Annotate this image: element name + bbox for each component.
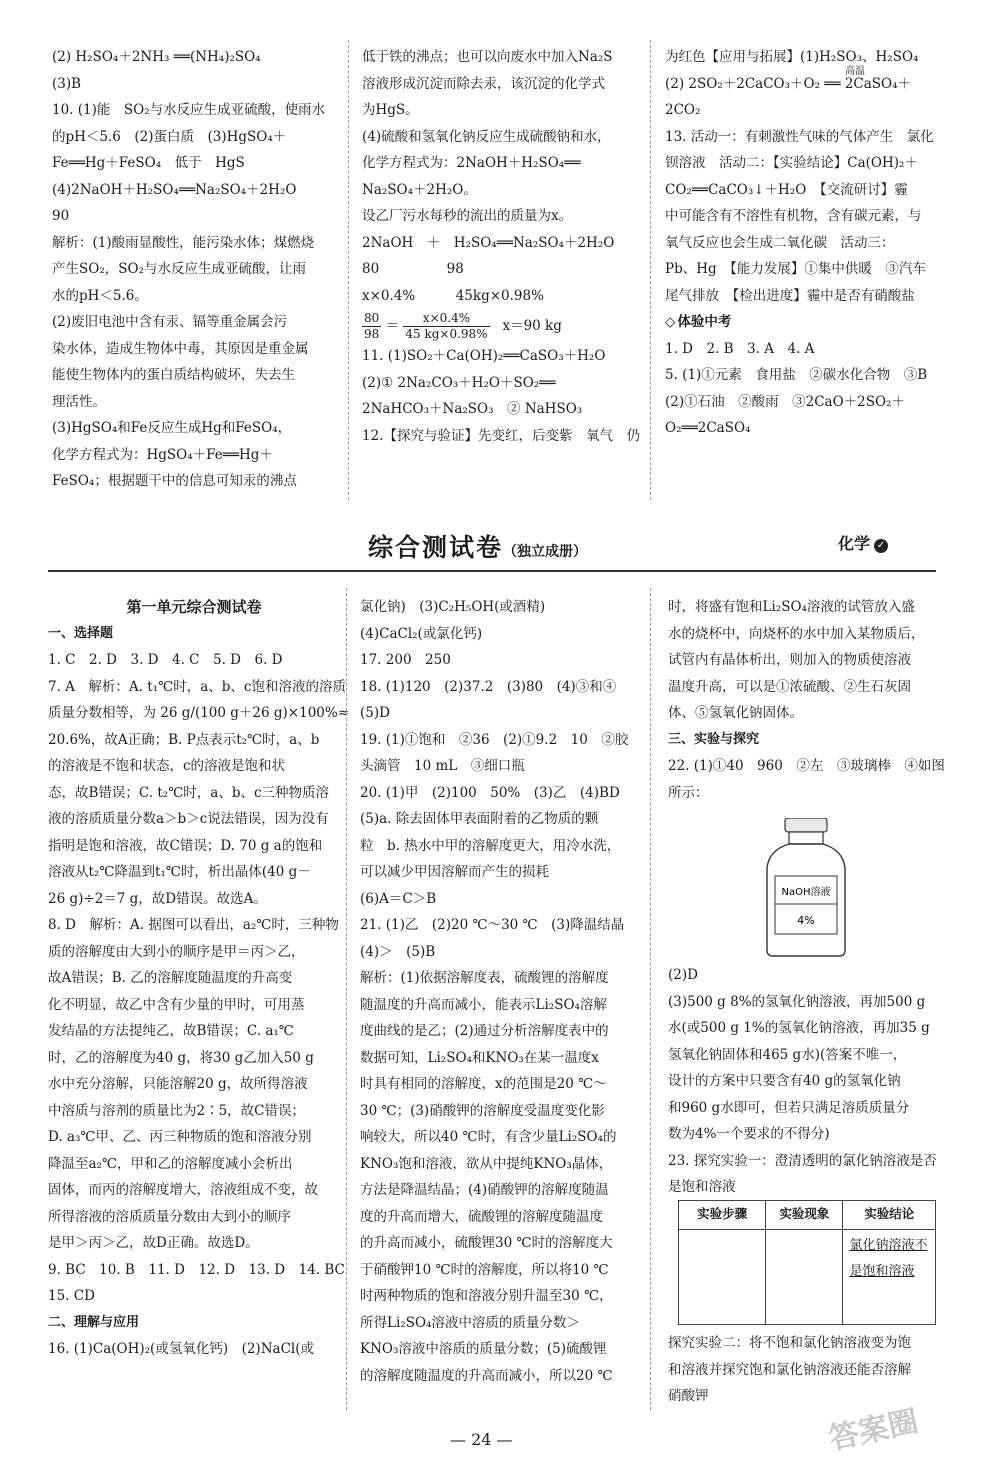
text-line: 17. 200 250 <box>360 652 451 668</box>
text-line: 头滴管 10 mL ③细口瓶 <box>360 758 525 774</box>
ratio-equation: $\frac{80}{98}$ ＝ $\frac{x\times 0.4\%}{45 kg\times 0.98\%}$ x＝90 kg <box>364 311 562 341</box>
fraction: $\frac{x\times 0.4\%}{45 kg\times 0.98\%}$ <box>405 311 488 341</box>
text-line: 的溶液是不饱和状态，c的溶液是饱和状 <box>48 758 286 774</box>
text-line: 溶液形成沉淀而除去汞，该沉淀的化学式 <box>362 75 605 92</box>
text-line: 降温至a₂℃，甲和乙的溶解度减小会析出 <box>48 1155 293 1172</box>
text-line: 化学方程式为：HgSO₄＋Fe══Hg＋ <box>52 446 273 463</box>
text-line: 和溶液并探究饱和氯化钠溶液还能否溶解 <box>668 1361 911 1378</box>
text-line: 试管内有晶体析出，则加入的物质使溶液 <box>668 652 911 668</box>
text-line: Na₂SO₄＋2H₂O。 <box>362 181 477 198</box>
text-line: 设计的方案中只要含有40 g的氢氧化钠 <box>668 1073 901 1089</box>
text-line: 20. (1)甲 (2)100 50% (3)乙 (4)BD <box>360 784 620 801</box>
text-line: 90 <box>52 208 70 224</box>
text-line: 能使生物体内的蛋白质结构破坏，失去生 <box>52 367 295 383</box>
fraction: $\frac{80}{98}$ <box>364 311 380 341</box>
text-line: 26 g)÷2＝7 g，故D错误。故选A。 <box>48 890 267 907</box>
section-heading: 一、选择题 <box>48 625 114 641</box>
text-line: (4)2NaOH＋H₂SO₄══Na₂SO₄＋2H₂O <box>52 181 297 198</box>
text-line: 体、⑤氢氧化钠固体。 <box>668 705 803 721</box>
text-line: KNO₃溶液中溶质的质量分数；(5)硫酸锂 <box>360 1341 607 1357</box>
bottom-column-2 <box>360 594 642 1389</box>
text-line: 氧气反应也会生成二氧化碳 活动三： <box>665 234 895 251</box>
text-line: 为红色【应用与拓展】(1)H₂SO₃、H₂SO₄ <box>665 49 919 65</box>
text-line: 温度升高，可以是①浓硫酸、②生石灰固 <box>668 678 911 695</box>
bottle-percentage: 4% <box>797 914 815 927</box>
text-line: 化不明显，故乙中含有少量的甲时，可用蒸 <box>48 996 305 1013</box>
text-line: 18. (1)120 (2)37.2 (3)80 (4)③和④ <box>360 678 617 695</box>
text-line: x×0.4% 45kg×0.98% <box>362 287 544 304</box>
bottom-column-1 <box>48 594 350 1363</box>
text-line: O₂══2CaSO₄ <box>665 420 751 436</box>
text-line: (6)A＝C＞B <box>360 890 437 907</box>
text-line: 氢氧化钠固体和465 g水)(答案不唯一， <box>668 1046 907 1063</box>
section-heading: 二、理解与应用 <box>48 1314 140 1330</box>
text-line: 2NaHCO₃＋Na₂SO₃ ② NaHSO₃ <box>362 401 583 417</box>
text-line: 19. (1)①饱和 ②36 (2)①9.2 10 ②胶 <box>360 731 629 748</box>
text-line: CO₂══CaCO₃↓＋H₂O 【交流研讨】霾 <box>665 181 908 198</box>
text-line: (4)CaCl₂(或氯化钙) <box>360 625 483 642</box>
text-line: 是甲＞丙＞乙，故D正确。故选D。 <box>48 1235 259 1251</box>
text-line: (2)废旧电池中含有汞、镉等重金属会污 <box>52 314 288 330</box>
column-divider <box>346 588 347 1410</box>
text-line: 低于铁的沸点；也可以向废水中加入Na₂S <box>362 49 613 65</box>
page-subtitle: （独立成册） <box>503 544 588 560</box>
table-header-row <box>679 1201 936 1230</box>
text-line: 1. C 2. D 3. D 4. C 5. D 6. D <box>48 652 283 668</box>
text-line: 中溶质与溶剂的质量比为2∶5，故C错误； <box>48 1102 306 1119</box>
text-line: 发结晶的方法提纯乙，故B错误；C. a₁℃ <box>48 1023 294 1039</box>
text-line: 20.6%，故A正确；B. P点表示t₂℃时，a、b <box>48 731 320 748</box>
table-cell <box>766 1230 843 1325</box>
high-temperature-label: 高温 <box>845 65 865 77</box>
text-line: 7. A 解析：A. t₁℃时，a、b、c饱和溶液的溶质 <box>48 678 346 695</box>
text-line: 液的溶质质量分数a＞b＞c说法错误，因为没有 <box>48 811 329 827</box>
text-line: (5)D <box>360 705 390 721</box>
text-line: 为HgS。 <box>362 102 419 118</box>
text-line: 23. 探究实验一：澄清透明的氯化钠溶液是否 <box>668 1152 937 1169</box>
text-line: 30 ℃；(3)硝酸钾的溶解度受温度变化影 <box>360 1102 605 1119</box>
top-column-1 <box>52 44 340 495</box>
text-line: 解析：(1)依据溶解度表，硫酸锂的溶解度 <box>360 970 609 986</box>
text-line: 态，故B错误；C. t₂℃时，a、b、c三种物质溶 <box>48 784 330 801</box>
text-line: 和960 g水即可，但若只满足溶质质量分 <box>668 1099 910 1116</box>
text-line: 中可能含有不溶性有机物，含有碳元素，与 <box>665 208 922 224</box>
text-line: (2)D <box>668 967 698 983</box>
text-line: (2) H₂SO₄＋2NH₃ ══(NH₄)₂SO₄ <box>52 49 261 65</box>
text-line: 氯化钠) (3)C₂H₅OH(或酒精) <box>360 599 546 615</box>
header-rule <box>48 570 936 572</box>
text-line: (4)硫酸和氢氧化钠反应生成硫酸钠和水， <box>362 128 611 145</box>
text-line: D. a₃℃甲、乙、丙三种物质的饱和溶液分别 <box>48 1129 312 1145</box>
text-line: 22. (1)①40 960 ②左 ③玻璃棒 ④如图 <box>668 758 945 774</box>
text-line: 16. (1)Ca(OH)₂(或氢氧化钙) (2)NaCl(或 <box>48 1341 314 1357</box>
text-line: (4)＞ (5)B <box>360 943 436 960</box>
text-line: 水的pH＜5.6。 <box>52 287 148 304</box>
text-line: 数为4%一个要求的不得分) <box>668 1126 830 1142</box>
text-line: 时具有相同的溶解度，x的范围是20 ℃～ <box>360 1076 607 1092</box>
top-column-3 <box>665 44 945 442</box>
text-line: 12.【探究与验证】先变红，后变紫 氧气 仍 <box>362 427 640 444</box>
exam-section-heading: ◇ 体验中考 <box>665 309 945 336</box>
text-line: 理活性。 <box>52 393 106 410</box>
check-icon: ✓ <box>874 539 888 553</box>
text-line: 数据可知，Li₂SO₄和KNO₃在某一温度x <box>360 1049 599 1066</box>
bottom-column-3 <box>668 594 944 806</box>
text-line: (3)500 g 8%的氢氧化钠溶液，再加500 g <box>668 993 926 1010</box>
text-line: Pb、Hg 【能力发展】①集中供暖 ③汽车 <box>665 261 926 277</box>
reagent-bottle-icon <box>763 818 849 958</box>
experiment-table <box>678 1200 936 1325</box>
text-line: 度曲线的是乙；(2)通过分析溶解度表中的 <box>360 1023 609 1039</box>
text-line: (3)B <box>52 75 82 92</box>
text-line: 的升高而减小，硫酸锂30 ℃时的溶解度大 <box>360 1235 613 1251</box>
text-line: 时两种物质的饱和溶液分别升温至30 ℃， <box>360 1288 613 1304</box>
text-line: 度的升高而增大，硫酸锂的溶解度随温度 <box>360 1208 603 1225</box>
text-line: 2CO₂ <box>665 102 701 118</box>
text-line: 所得Li₂SO₄溶液中溶质的质量分数＞ <box>360 1314 580 1331</box>
text-line: 水的烧杯中，向烧杯的水中加入某物质后， <box>668 625 925 642</box>
text-line: 指明是饱和溶液，故C错误；D. 70 g a的饱和 <box>48 837 323 854</box>
subject-label: 化学 ✓ <box>838 531 888 554</box>
text-line: KNO₃饱和溶液，欲从中提纯KNO₃晶体， <box>360 1155 613 1172</box>
text-line: 粒 b. 热水中甲的溶解度更大，用冷水洗， <box>360 837 621 854</box>
text-line: 响较大，所以40 ℃时，有含少量Li₂SO₄的 <box>360 1129 617 1145</box>
text-line: 所示： <box>668 784 709 801</box>
table-cell: 氯化钠溶液不是饱和溶液 <box>843 1230 936 1325</box>
bottom-column-3-continued <box>668 962 944 1201</box>
text-line: 化学方程式为：2NaOH＋H₂SO₄══ <box>362 155 581 171</box>
text-line: 10. (1)能 SO₂与水反应生成亚硫酸，使雨水 <box>52 102 326 118</box>
table-cell <box>679 1230 766 1325</box>
text-line: 钡溶液 活动二：【实验结论】Ca(OH)₂＋ <box>665 155 918 171</box>
text-line: 于硝酸钾10 ℃时的溶解度，所以将10 ℃ <box>360 1261 609 1278</box>
text-line: 随温度的升高而减小，能表示Li₂SO₄溶解 <box>360 996 607 1013</box>
text-line: 水中充分溶解，只能溶解20 g，故所得溶液 <box>48 1076 308 1092</box>
unit-title: 第一单元综合测试卷 <box>126 598 262 616</box>
watermark-logo: 答案圈 <box>826 1403 922 1457</box>
text-line: 的溶解度随温度的升高而减小，所以20 ℃ <box>360 1367 613 1384</box>
text-line: Fe══Hg＋FeSO₄ 低于 HgS <box>52 155 245 171</box>
text-line: 产生SO₂，SO₂与水反应生成亚硫酸，让雨 <box>52 261 306 277</box>
text-line: 时，乙的溶解度为40 g，将30 g乙加入50 g <box>48 1049 314 1066</box>
text-line: 时，将盛有饱和Li₂SO₄溶液的试管放入盛 <box>668 599 915 615</box>
table-row <box>679 1230 936 1325</box>
text-line: 质量分数相等，为 26 g/(100 g＋26 g)×100%≈ <box>48 705 350 721</box>
column-divider <box>650 40 651 500</box>
text-line: 9. BC 10. B 11. D 12. D 13. D 14. BC <box>48 1261 345 1278</box>
text-line: 设乙厂污水每秒的流出的质量为x。 <box>362 208 573 224</box>
text-line: 解析：(1)酸雨显酸性，能污染水体；煤燃烧 <box>52 234 315 251</box>
text-line: 21. (1)乙 (2)20 ℃～30 ℃ (3)降温结晶 <box>360 917 625 933</box>
text-line: 15. CD <box>48 1288 95 1304</box>
column-divider <box>650 588 651 1410</box>
table-header: 实验现象 <box>766 1201 843 1230</box>
text-line: 是饱和溶液 <box>668 1179 736 1195</box>
page-number: — 24 — <box>450 1430 513 1449</box>
text-line: 13. 活动一：有刺激性气味的气体产生 氯化 <box>665 128 934 145</box>
text-line: (2) 2SO₂＋2CaCO₃＋O₂ ══ 2CaSO₄＋ 高温 <box>665 71 945 98</box>
text-line: 质的溶解度由大到小的顺序是甲＝丙＞乙， <box>48 943 305 960</box>
text-line: 溶液从t₂℃降温到t₁℃时，析出晶体(40 g－ <box>48 864 311 880</box>
text-line: 1. D 2. B 3. A 4. A <box>665 340 815 357</box>
bottle-label: NaOH溶液 <box>781 887 831 898</box>
page-title: 综合测试卷（独立成册） <box>368 533 588 562</box>
text-line: 11. (1)SO₂＋Ca(OH)₂══CaSO₃＋H₂O <box>362 348 606 364</box>
column-divider <box>348 40 349 500</box>
text-line: FeSO₄；根据题干中的信息可知汞的沸点 <box>52 473 297 489</box>
text-line: 可以减少甲因溶解而产生的损耗 <box>360 864 549 880</box>
section-heading: 三、实验与探究 <box>668 731 760 747</box>
text-line: (5)a. 除去固体甲表面附着的乙物质的颗 <box>360 811 599 827</box>
text-line: 8. D 解析：A. 据图可以看出，a₂℃时，三种物 <box>48 917 339 933</box>
text-line: (3)HgSO₄和Fe反应生成Hg和FeSO₄， <box>52 420 292 436</box>
text-line: 5. (1)①元素 食用盐 ②碳水化合物 ③B <box>665 367 928 383</box>
text-line: 尾气排放 【检出进度】霾中是否有硝酸盐 <box>665 287 915 304</box>
text-line: 固体，而丙的溶解度增大，溶液组成不变，故 <box>48 1182 318 1198</box>
text-line: 水(或500 g 1%的氢氧化钠溶液，再加35 g <box>668 1020 930 1036</box>
text-line: 80 98 <box>362 261 464 277</box>
text-line: 探究实验二：将不饱和氯化钠溶液变为饱 <box>668 1335 911 1351</box>
text-line: 2NaOH ＋ H₂SO₄══Na₂SO₄＋2H₂O <box>362 234 615 251</box>
text-line: 所得溶液的溶质质量分数由大到小的顺序 <box>48 1208 291 1225</box>
text-line: (2)①石油 ②酸雨 ③2CaO＋2SO₂＋ <box>665 393 905 410</box>
text-line: 的pH＜5.6 (2)蛋白质 (3)HgSO₄＋ <box>52 128 287 145</box>
text-line: 染水体，造成生物体中毒，其原因是重金属 <box>52 340 309 357</box>
text-line: 故A错误；B. 乙的溶解度随温度的升高变 <box>48 970 293 986</box>
top-column-2 <box>362 44 642 449</box>
text-line: 方法是降温结晶；(4)硝酸钾的溶解度随温 <box>360 1182 609 1198</box>
table-header: 实验步骤 <box>679 1201 766 1230</box>
text-line: (2)① 2Na₂CO₃＋H₂O＋SO₂══ <box>362 374 556 391</box>
table-header: 实验结论 <box>843 1201 936 1230</box>
text-line: 硝酸钾 <box>668 1388 709 1404</box>
